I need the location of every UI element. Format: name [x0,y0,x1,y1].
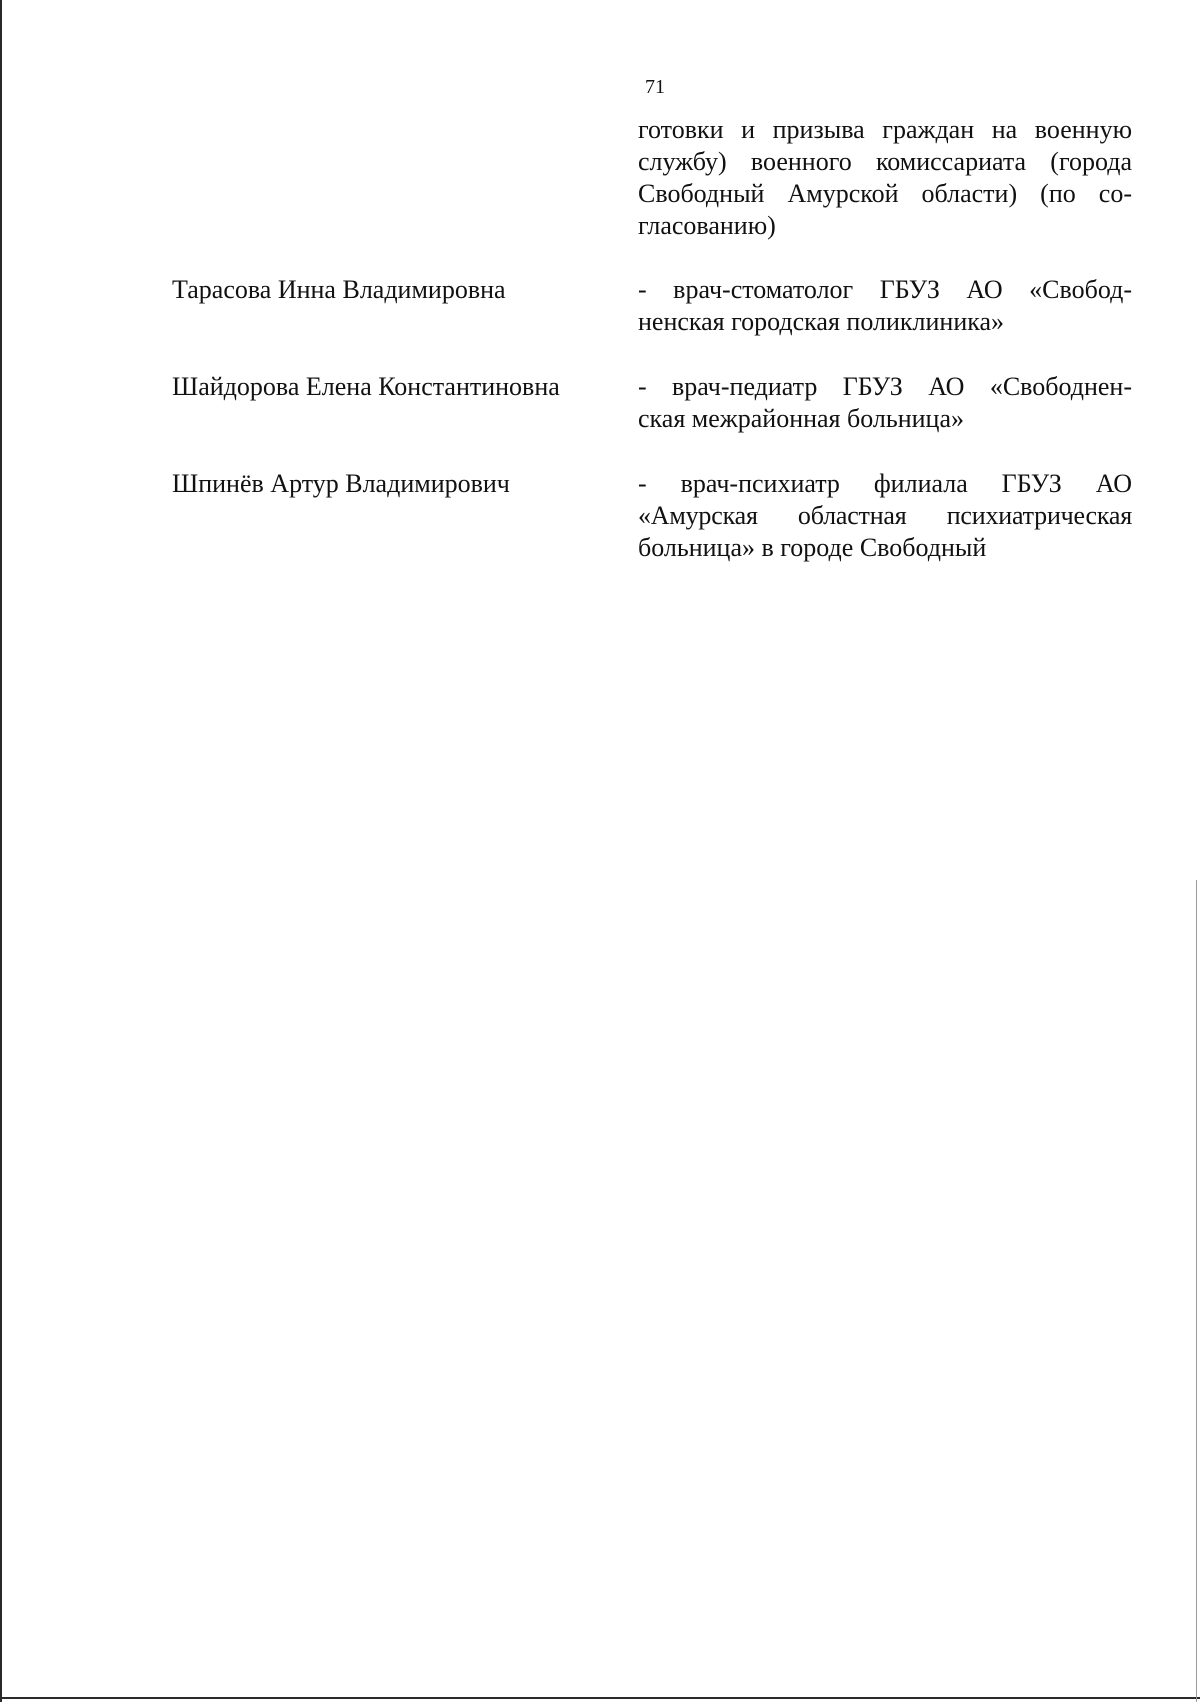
description-line: ская межрайонная больница» [638,404,965,433]
description-line: службу) военного комиссариата (города [638,147,1132,176]
description-line: Свободный Амурской области) (по со- [638,179,1132,208]
description-line: - врач-стоматолог ГБУЗ АО «Свобод- [638,275,1132,304]
entry-description [638,114,1132,242]
description-line: больница» в городе Свободный [638,533,987,562]
scan-border-left [0,0,2,1702]
person-name: Тарасова Инна Владимировна [172,275,506,304]
page-number: 71 [645,76,665,98]
entry-description [638,274,1132,338]
entry-description [638,371,1132,435]
scan-border-bottom [0,1697,1200,1699]
description-line: ненская городская поликлиника» [638,307,1005,336]
person-name: Шпинёв Артур Владимирович [172,469,510,498]
description-line: готовки и призыва граждан на военную [638,115,1132,144]
description-line: - врач-психиатр филиала ГБУЗ АО [638,469,1132,498]
scan-border-right [1196,880,1197,1702]
description-line: «Амурская областная психиатрическая [638,501,1132,530]
description-line: - врач-педиатр ГБУЗ АО «Свободнен- [638,372,1132,401]
person-name: Шайдорова Елена Константиновна [172,372,560,401]
description-line: гласованию) [638,211,776,240]
entry-description [638,468,1132,564]
